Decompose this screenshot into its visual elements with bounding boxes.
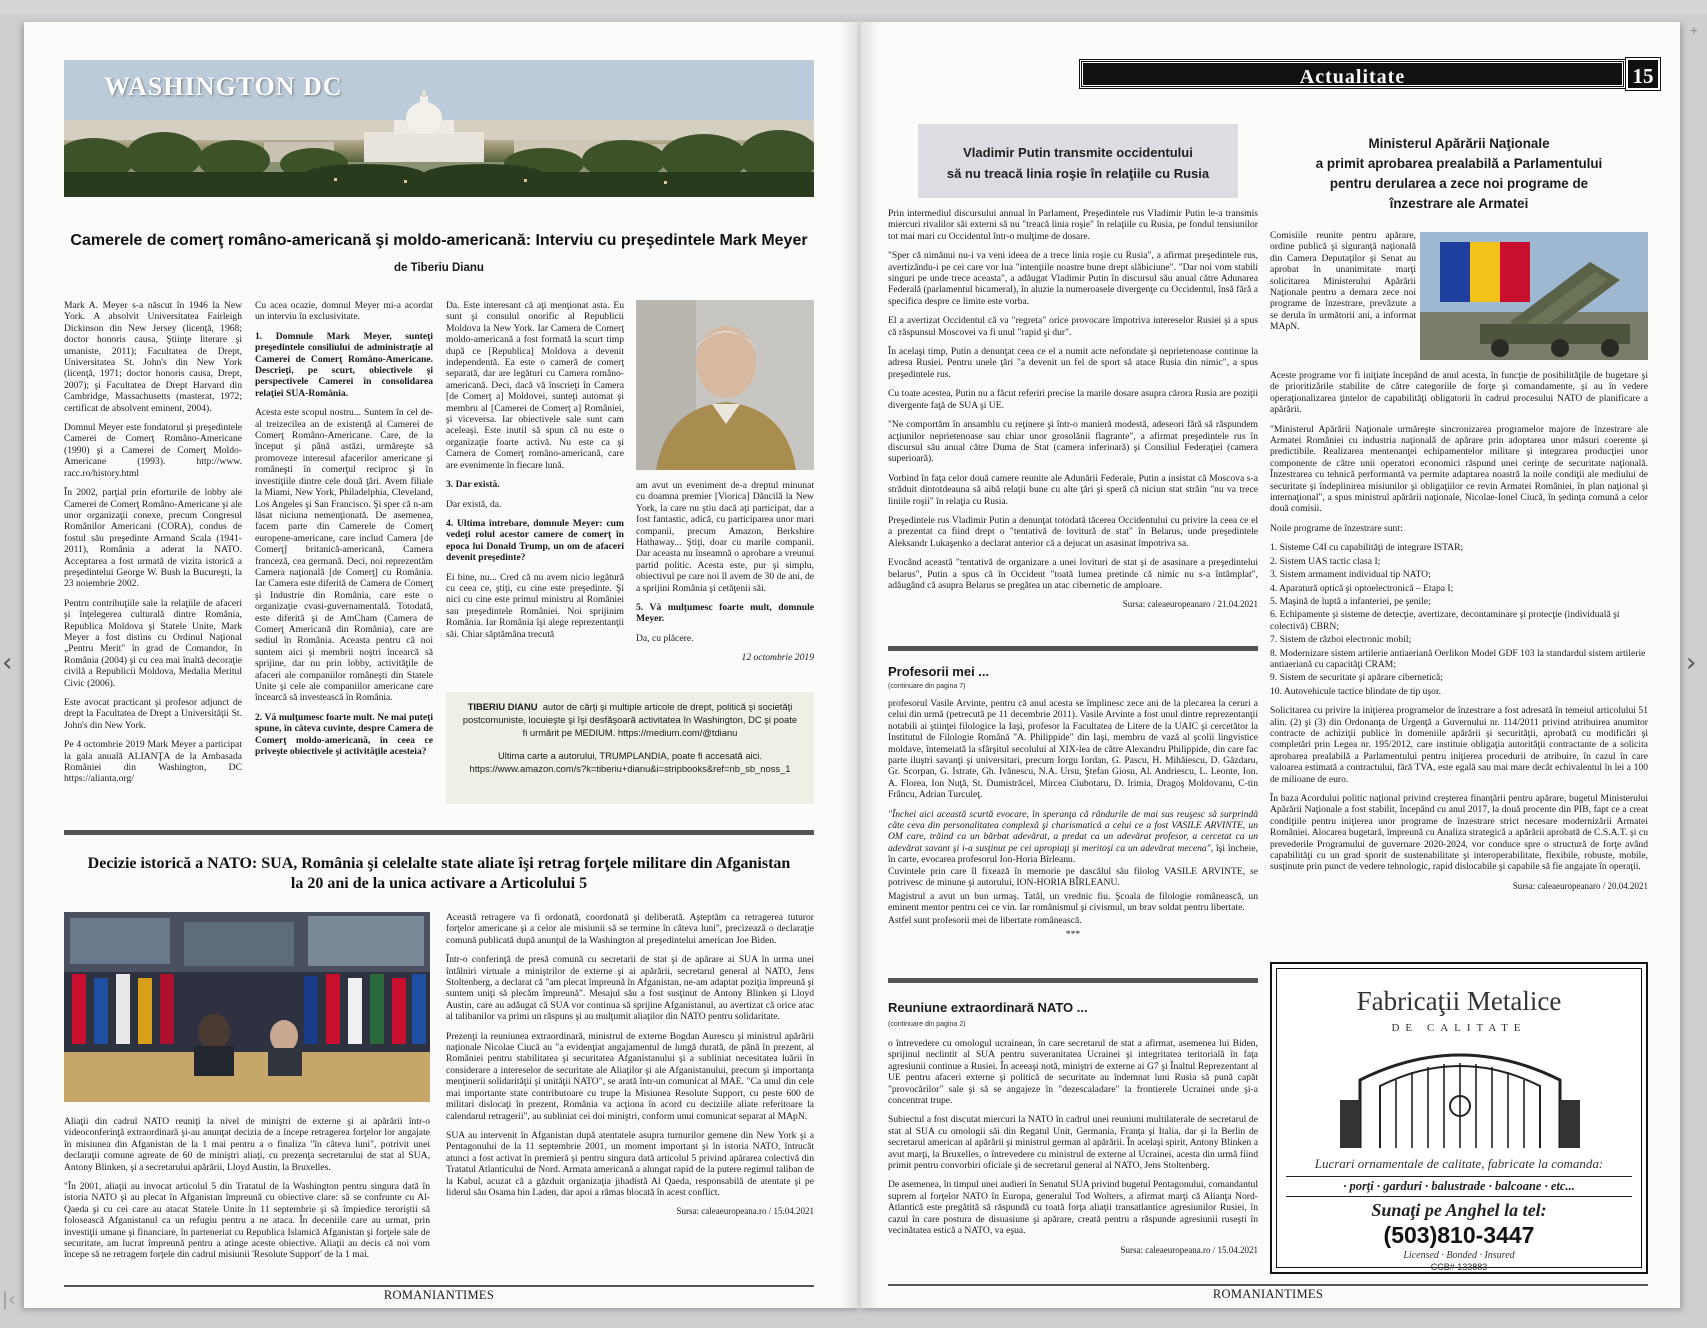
paragraph: În acelaşi timp, Putin a denunţat ceea ce el a numit acte nefondate şi neprietenoase continue la adresa Rusiei. Pentru unele ţări "a devenit un fel de sport să atace Rusia din nimic", a spus preşedintele rus. xyxy=(888,346,1258,380)
paragraph: Pe 4 octombrie 2019 Mark Meyer a participat la gala anuală ALIANŢA de la Ambasada României din Washington, DC https://alianta.org/ xyxy=(64,739,242,785)
ornamental-gate-icon xyxy=(1340,1040,1580,1148)
source-label: Sursa: xyxy=(1120,1244,1144,1255)
italic-quote: "Închei aici această scurtă evocare, în speranţa că rândurile de mai sus reuşesc să surprindă câte ceva din personalitatea complexă şi charismatică a celui ce a fost VASILE ARVINTE, un OM care, trăind ca un bărbat adevărat, a predat ca un adevărat profesor, a cercetat ca un adevărat savant şi i-a susţinut pe cei apropiaţi şi meritoşi ca un adevărat mecena", xyxy=(888,808,1258,854)
article1-byline: de Tiberiu Dianu xyxy=(394,262,484,274)
source-text: caleaeuropeana.ro / 15.04.2021 xyxy=(1145,1244,1258,1255)
article2-col1 xyxy=(64,1116,430,1269)
paragraph: o întrevedere cu omologul ucrainean, în care secretarul de stat a afirmat, asemenea lui Biden, sprijinul neclintit al SUA pentru suveranitatea Ucrainei şi integritatea teritorială în faţa agresiunii continue a Rusiei. În aceeaşi notă, miniştri de externe ai G7 şi Înaltul Reprezentant al UE pentru afaceri externe şi politică de securitate au îndemnat luni Rusia să pună capăt "provocărilor" sale şi să se angajeze în "dezescaladare" la frontierele Ucrainei unde şi-a concentrat trupe. xyxy=(888,1038,1258,1107)
question: 4. Ultima întrebare, domnule Meyer: cum vedeţi rolul acestor camere de comerţ în epoca lui Donald Trump, un om de afaceri devenit preşedinte? xyxy=(446,517,624,564)
putin-headline xyxy=(928,142,1228,184)
paragraph: "În 2001, aliaţii au invocat articolul 5 din Tratatul de la Washington pentru singura dată în istoria NATO şi au plecat în Afganistan împreună cu obiective clare: să se confrunte cu Al-Qaeda şi cu cei care au atacat Statele Unite în 11 septembrie şi să împiedice teroriştii să folosească Afganistanul ca un refugiu pentru a ne ataca. În deceniile care au urmat, prin investiţii umane şi financiare, în parteneriat cu Republica Islamică Afganistan şi forţele sale de securitate, am lucrat împreună pentru a atinge aceste obiective. Aliaţii au decis că noi vom începe să ne retragem forţele din cadrul misiunii 'Resolute Support' de la 1 mai. xyxy=(64,1181,430,1261)
portrait-icon xyxy=(636,300,814,470)
ad-phone[interactable]: (503)810-3447 xyxy=(1383,1222,1535,1248)
article1-col4 xyxy=(636,480,814,672)
paragraph: În baza Acordului politic naţional privind creşterea finanţării pentru apărare, bugetul Ministerului Apărării Naţionale a fost stabilit, începând cu anul 2017, la două procente din PIB, fapt ce a creat condiţiile pentru iniţierea unor programe de înzestrare strict necesare modernizării Armatei României. Alocarea bugetară, împreună cu Analiza strategică a apărării aprobată de C.S.A.T. şi cu prevederile Programului de guvernare 2020-2024, vor conduce spre o structură de forţe având capabilităţi cu un grad sporit de sustenabilitate şi interoperabilitate, flexibile, robuste, mobile, susţinute prin punct de vedere tehnologic, rapid dislocabile şi capabile să fie angajate în operaţii. xyxy=(1270,793,1648,873)
question: 5. Vă mulţumesc foarte mult, domnule Meyer. xyxy=(636,602,814,625)
source-text: caleaeuropeanaro / 21.04.2021 xyxy=(1147,599,1258,610)
next-page-arrow[interactable]: › xyxy=(1686,648,1697,678)
footer-rule xyxy=(888,1284,1648,1286)
paragraph: Astfel sunt profesorii mei de libertate românească. xyxy=(888,915,1082,927)
left-footer: ROMANIANTIMES xyxy=(383,1288,495,1302)
mapn-intro xyxy=(1270,230,1416,341)
paragraph: În 2002, parţial prin eforturile de lobby ale Camerei de Comerţ Româno-Americane şi ale unor organizaţii conexe, precum Congresul Românilor Americani (CORA), condus de fostul său preşedinte Armand Scala (1941-2011), România a aderat la NATO. Acceptarea a fost urmată de vizita istorică a preşedintelui George W. Bush la Bucureşti, la 23 noiembrie 2002. xyxy=(64,487,242,590)
add-icon[interactable]: + xyxy=(1689,24,1699,37)
paragraph: Această retragere va fi ordonată, coordonată şi deliberată. Aşteptăm ca retragerea tuturor forţelor americane şi a celor ale misiunii să se termine în câteva luni", precizează o declaraţie comună publicată după anunţul de la Washington al preşedintelui american Joe Biden. xyxy=(446,912,814,946)
paragraph: "Ne comportăm în ansamblu cu reţinere şi într-o manieră modestă, adeseori fără să răspundem acţiunilor neprietenoase sau chiar unor grosolănii flagrante", a afirmat preşedintele rus în discursul său anual către Duma de Stat (camera inferioară) şi Consiliul Federaţiei (camera superioară). xyxy=(888,419,1258,465)
nato-meeting-photo xyxy=(64,912,430,1102)
article1-col3 xyxy=(446,300,624,648)
paragraph: Aceste programe vor fi iniţiate începând de anul acesta, în funcţie de posibilităţile de bugetare şi de prioritizările stabilite de către categoriile de forţe şi comandamente, şi au în vedere operaţionalizarea ţintelor de capabilităţi obligatorii în cadrul procesului NATO de planificare a apărării. xyxy=(1270,370,1648,416)
putin-headline-box xyxy=(918,124,1238,198)
paragraph: Noile programe de înzestrare sunt: xyxy=(1270,522,1403,534)
paragraph: Subiectul a fost discutat miercuri la NATO în cadrul unei reuniuni multilaterale de secretarul de stat al SUA cu omologii săi din Regatul Unit, Germania, Franţa şi Italia, dar şi la Berlin de secretarul american al apărării şi ministrul german al apărării. În acelaşi spirit, Antony Blinken a avut marţi, la Bruxelles, o întrevedere cu ministrul de externe al Ucrainei, acesta din urmă fiind primit pentru convorbiri oficiale şi de secretarul general al NATO, Jens Stoltenberg. xyxy=(888,1114,1258,1172)
article2-headline xyxy=(64,854,814,894)
answer: Ei bine, nu... Cred că nu avem nicio legătură cu ceea ce, ştiţi, cu cine este preşedinte. Şi nici cu cine este primul ministru al României sau preşedintele României. Noi sprijinim România. Iar România îşi alege reprezentanţii săi. Chiar săptămâna trecută xyxy=(446,571,624,640)
list-item: 10. Autovehicule tactice blindate de tip uşor. xyxy=(1270,685,1442,697)
list-item: 2. Sistem UAS tactic clasa I; xyxy=(1270,555,1381,567)
nato-meeting-icon xyxy=(64,912,430,1102)
bio-text-block xyxy=(460,700,800,739)
list-item: 1. Sisteme C4I cu capabilităţi de integrare ISTAR; xyxy=(1270,542,1464,554)
paragraph: SUA au intervenit în Afganistan după atentatele asupra turnurilor gemene din New York şi a Pentagonului de la 11 septembrie 2001, un moment important şi în istoria NATO, întrucât atunci a fost activat în premieră şi pentru singura dată articolul 5 privind apărarea colectivă din Tratatul Atlanticului de Nord. Armata americană a alungat rapid de la putere regimul taliban de la Kabul, acuzat că a găzduit organizaţia jihadistă Al Qaeda, responsabilă de atentate şi pe liderul său Osama bin Laden, dar apoi a rămas blocată în acest conflict. xyxy=(446,1129,814,1198)
article1-headline: Camerele de comerţ româno-americană şi moldo-americană: Interviu cu preşedintele Mark Meyer xyxy=(70,232,808,249)
list-item: 7. Sistem de război electronic mobil; xyxy=(1270,634,1412,646)
article-date: 12 octombrie 2019 xyxy=(741,652,814,664)
answer: Dar există, da. xyxy=(446,498,502,510)
author-bio-box xyxy=(446,692,814,804)
paragraph: Prin intermediul discursului annual în Parlament, Preşedintele rus Vladimir Putin le-a transmis miercuri rivalilor săi externi să nu "treacă linia roşie" în relaţiile cu Rusia, pe fondul tensiunilor tot mai mari cu Occidentul într-o mulţime de dosare. xyxy=(888,208,1258,242)
reuniune-article xyxy=(888,1000,1258,1255)
source-line xyxy=(1270,881,1648,891)
section-header-bar xyxy=(1080,60,1625,88)
paragraph: Aliaţii din cadrul NATO reuniţi la nivel de miniştri de externe şi ai apărării într-o videoconferinţă extraordinară şi-au anunţat decizia de a începe retragerea forţelor lor angajate în misiunea din Afganistan de la 1 mai pentru a o finaliza "în câteva luni", potrivit unei declaraţii comune agreate de 60 de miniştri aliaţi, cu prezenţa secretarului de stat al SUA, Antony Blinken, şi a secretarului apărării, Lloyd Austin, la Bruxelles. xyxy=(64,1116,430,1173)
mapn-body xyxy=(1270,370,1648,891)
source-label: Sursa: xyxy=(676,1206,700,1217)
paragraph: De asemenea, în timpul unei audieri în Senatul SUA privind bugetul Pentagonului, comandantul suprem al forţelor NATO în Europa, generalul Tod Wolters, a afirmat marţi că Alianţa Nord-Atlantică este pregătită să răspundă cu toată forţa aliaţii transatlantice agresiunilor Rusiei, în cazul în care postura de disuasiune şi apărare, creată pentru a răspunde agresiunii ruseşti în vecinătatea estică a NATO, va eşua. xyxy=(888,1179,1258,1237)
paragraph: "Sper că nimănui nu-i va veni ideea de a trece linia roşie cu Rusia", a afirmat preşedintele rus, avertizându-i pe cei care vor lua "intenţiile noastre bune drept slăbiciune". "Dar noi vom stabili singuri pe unde trece aceasta", a adăugat Vladimir Putin în discursul său anual către Adunarea Federală (parlamentul bicameral), în aluzie la numeroasele divergenţe cu Occidentul, însă fără a specifica despre ce limite este vorba. xyxy=(888,250,1258,307)
source-label: Sursa: xyxy=(1122,599,1146,610)
paragraph: Pentru contribuţiile sale la relaţiile de afaceri şi înţelegerea culturală dintre România, Republica Moldova şi Statele Unite, Mark Meyer a fost distins cu Ordinul Naţional „Pentru Merit" în grad de Comandor, în România (2004) şi cu cea mai înaltă decoraţie civilă a Republicii Moldova, Medalia Meritul Civic (2006). xyxy=(64,597,242,689)
ad-tagline: Lucrari ornamentale de calitate, fabricate la comanda: xyxy=(1314,1156,1604,1171)
paragraph: Cu acea ocazie, domnul Meyer mi-a acordat un interviu în exclusivitate. xyxy=(255,300,433,323)
paragraph: Este avocat practicant şi profesor adjunct de drept la Facultatea de Drept a Universităţii St. John's din New York. xyxy=(64,697,242,731)
paragraph: Solicitarea cu privire la iniţierea programelor de înzestrare a fost adresată în temeiul articolului 51 alin. (2) şi (3) din Ordonanţa de Urgenţă a Guvernului nr. 114/2011 privind atribuirea anumitor contracte de achiziţii publice în domeniile apărării şi securităţii, aprobată cu modificări şi completări prin Legea nr. 195/2012, care instituie obligaţia autorităţii contractante de a solicita aprobarea prealabilă a Parlamentului pentru iniţierea procedurii de atribuire, în cazul în care valoarea estimată a contractului, fără TVA, este egală sau mai mare decât echivalentul în lei a 100 de milioane de euro. xyxy=(1270,705,1648,785)
footer-rule xyxy=(64,1285,814,1287)
article1-col1 xyxy=(64,300,242,793)
metal-works-advertisement xyxy=(1270,962,1648,1274)
list-item: 8. Modernizare sistem artilerie antiaeriană Oerlikon Model GDF 103 la standardul sistem artilerie antiaeriană cu capacităţi CRAM; xyxy=(1270,647,1646,670)
ad-items: · porţi · garduri · balustrade · balcoane · etc... xyxy=(1286,1176,1632,1197)
section-divider xyxy=(888,978,1258,983)
paragraph: Cuvintele prin care îl fixează în memorie pe dascălul său filolog VASILE ARVINTE, se potrivesc de minune şi autorului, ION-HORIA BÎRLEANU. xyxy=(888,865,1258,889)
ad-ccb: CCB# 133883 xyxy=(1430,1262,1488,1272)
bio-text[interactable]: autor de cărţi şi multiple articole de drept, politică şi societăţi postcomuniste, locuieşte şi îşi desfăşoară activitatea în Washington, DC şi poate fi urmărit pe MEDIUM. https://medium.com/@tdianu xyxy=(462,701,798,738)
right-footer: ROMANIANTIMES xyxy=(1212,1287,1324,1301)
ad-subtitle: DE CALITATE xyxy=(1391,1022,1527,1034)
list-item: 3. Sistem armament individual tip NATO; xyxy=(1270,569,1431,581)
putin-article xyxy=(888,208,1258,609)
page-number: 15 xyxy=(1626,58,1660,90)
section-divider xyxy=(888,646,1258,651)
list-item: 9. Sistem de securitate şi apărare cibernetică; xyxy=(1270,672,1443,684)
question: 1. Domnule Mark Meyer, sunteţi preşedintele consiliului de administraţie al Camerei de Comerţ Româno-Americane. Descrieţi, pe scurt, obiectivele şi perspectivele Camerei în consolidarea relaţiei SUA-România. xyxy=(255,330,433,399)
ad-title: Fabricaţii Metalice xyxy=(1356,986,1562,1016)
ad-licensed: Licensed · Bonded · Insured xyxy=(1403,1250,1515,1261)
paragraph: Magistrul a avut un bun urmaş. Tatăl, un vrednic fiu. Şcoala de filologie românească, un eminent mentor pentru cei ce vin. Iar românismul şi civismul, un brav soldat pentru libertate. xyxy=(888,890,1258,913)
paragraph: "Ministerul Apărării Naţionale urmăreşte sincronizarea programelor majore de înzestrare ale Armatei României cu industria naţională de apărare prin adoptarea unor măsuri coerente şi predictibile. Realizarea mentenanţei echipamentelor militare şi integrarea producţiei unor componente de către unii operatori economici răspund unei cerinţe de securitate naţională. Înzestrarea cu tehnică performantă va permite adaptarea noastră la noile condiţii ale mediului de securitate şi îndeplinirea misiunilor şi obligaţiilor ce revin Armatei României, în plan naţional şi internaţional", a spus ministrul apărării naţionale, Nicolae-Ionel Ciucă, în şedinţa comună a celor două comisii. xyxy=(1270,423,1648,515)
source-text: caleaeuropeana.ro / 15.04.2021 xyxy=(701,1206,814,1217)
paragraph: Vorbind în faţa celor două camere reunite ale Adunării Federale, Putin a insistat că Moscova s-a străduit dintotdeauna să aibă relaţii bune cu alte ţări şi speră că niciun stat străin "nu va trece liniile roşii" în relaţia cu Rusia. xyxy=(888,472,1258,507)
section-divider xyxy=(64,830,814,835)
putin-headline-line1: Vladimir Putin transmite occidentului xyxy=(963,145,1193,160)
paragraph: Preşedintele rus Vladimir Putin a denunţat totodată tăcerea Occidentului cu privire la ceea ce el a prezentat ca fiind drept o "tentativă de lovitură de stat" în Belarus, unde preşedintele Aleksandr Lukaşenko a declarat anterior că a dejucat un asasinat împotriva sa. xyxy=(888,514,1258,549)
paragraph: Mark A. Meyer s-a născut în 1946 la New York. A absolvit Universitatea Fairleigh Dickinson din New Jersey (licenţă, 1968; doctor honoris causa, Ştiinţe literare şi umaniste, 2011); Facultatea de Drept, Universitatea St. John's din New York (licenţă, 1971; doctor honoris causa, Drept, 2007); şi Facultatea de Drept Harvard din Cambridge, Massachusetts (masterat, 1972; certificat de absolvent eminent, 2004). xyxy=(64,300,242,414)
bio-name: TIBERIU DIANU xyxy=(467,701,538,712)
paragraph: profesorul Vasile Arvinte, pentru că anul acesta se împlinesc zece ani de la plecarea la ceruri a celui din urmă (petrecută pe 11 decembrie 2011). Vasile Arvinte a fost unul dintre reprezentanţii notabili ai ştiinţei filologice la Iaşi, profesor la Facultatea de Litere de la UAIC şi cercetător la Institutul de Filologie Română "A. Philippide" din Iaşi, membru de vază al şcolii lingvistice moldave, întemeiată la sfârşitul secolului al XIX-lea de către Alexandru Philippide, din care fac parte iluştri savanţi şi universitari, precum Iorgu Iordan, G. Pascu, H. Mihăiescu, D. Găzdaru, Gr. Scorpan, G. Istrate, Gh. Ivănescu, N.A. Ursu, Ştefan Giosu, Al. Andriescu, L. Leonte, Ion. A. Florea, Ion Nuţă, St. Dumistrăcel, Mircea Ciubotaru, D. Irimia, Dragoş Moldovanu, C-tin Frâncu, Adrian Turculeţ. xyxy=(888,698,1258,801)
paragraph: Domnul Meyer este fondatorul şi preşedintele Camerei de Comerţ Româno-Americane (1990) şi a Camerei de Comerţ Moldo-Americane (1993). http://www. racc.ro/history.html xyxy=(64,422,242,479)
continuation-note: (continuare din pagina 7) xyxy=(888,683,966,690)
right-page xyxy=(860,22,1680,1308)
programs-list xyxy=(1270,542,1648,697)
mark-meyer-photo xyxy=(636,300,814,470)
first-page-icon[interactable]: |‹ xyxy=(2,1289,16,1310)
paragraph: El a avertizat Occidentul că va "regreta" orice provocare împotriva intereselor Rusiei şi a spus că răspunsul Moscovei va fi unul "rapid şi dur". xyxy=(888,315,1258,338)
paragraph: Comisiile reunite pentru apărare, ordine publică şi siguranţă naţională din Camera Deputaţilor şi Senat au aprobat în unanimitate marţi solicitarea Ministerului Apărării Naţionale pentru a demara zece noi programe de înzestrare, prevăzute a se derula în următorii ani, a informat MApN. xyxy=(1270,230,1416,333)
stars-separator: *** xyxy=(1065,928,1081,940)
section-title: Actualitate xyxy=(1299,66,1406,88)
viewer-toolbar xyxy=(0,0,1707,14)
mapn-headline-line2: a primit aprobarea prealabilă a Parlamentului xyxy=(1315,156,1603,171)
putin-headline-line2: să nu treacă linia roşie în relaţiile cu Rusia xyxy=(946,166,1210,181)
list-item: 6. Echipamente şi sisteme de detecţie, avertizare, decontaminare şi protecţie (individuală şi colectivă) CBRN; xyxy=(1270,609,1620,632)
source-line xyxy=(446,1206,814,1216)
list-item: 5. Maşină de luptă a infanteriei, pe şenile; xyxy=(1270,595,1431,607)
paragraph: Evocând această "tentativă de organizare a unei lovituri de stat şi de asasinare a preşedintelui belarus", Putin a spus că în Occident "toată lumea pretinde că nimic nu s-a întâmplat", adăugând că asupra Belarus se pregătea un atac cibernetic de amploare. xyxy=(888,557,1258,591)
answer: am avut un eveniment de-a dreptul minunat cu doamna premier [Viorica] Dăncilă la New York, la care nu ştiu dacă aţi participat, dar a fost fantastic, adică, cu participarea unor mari companii, precum Amazon, Berkshire Hathaway... Ştiţi, doar cu marile companii. Dar aceasta nu înseamnă o aprobare a vreunui partid politic. Acesta este, pur şi simplu, obiectivul pe care noi îl avem de 30 de ani, de a sprijini România şi cetăţenii săi. xyxy=(636,480,814,594)
article1-col2 xyxy=(255,300,433,765)
mapn-headline-line4: înzestrare ale Armatei xyxy=(1389,196,1529,211)
paragraph: Cu toate acestea, Putin nu a făcut referiri precise la marile dosare asupra cărora Rusia are poziţii divergente faţă de SUA şi UE. xyxy=(888,388,1258,411)
answer: Acesta este scopul nostru... Suntem în cel de-al treizecilea an de existenţă al Camerei de Comerţ Româno-Americane. Care, de la început şi până astăzi, urmăreşte să promoveze interesul afacerilor americane şi româneşti în comerţul reciproc şi în investiţiile dintre cele două ţări. Avem filiale la Miami, New York, Philadelphia, Cleveland, Los Angeles şi San Francisco. Şi sper că n-am lăsat niciuna nemenţionată. De asemenea, facem parte din Camerele de Comerţ europene-americane, care includ Camera [de Comerţ] britanică-americană, Camera franceză, cea germană. Deci, noi reprezentăm Camera naţională [de Comerţ] cu România. Iar Camera este diferită de Camera de Comerţ şi Industrie din România, care este o organizaţie cvasi-guvernamentală. Totodată, este diferită şi de AmCham (Camera de Comerţ Americană din România), care are sediul în România. Aceasta pentru că noi suntem aici şi membrii noştri încearcă să sprijine, dar nu prin lobby, activităţile de afaceri ale companiilor româneşti din Statele Unite şi cele ale companiilor americane care încearcă să investească în România. xyxy=(255,407,433,704)
ad-call: Sunaţi pe Anghel la tel: xyxy=(1371,1200,1547,1220)
profesorii-article xyxy=(888,664,1258,940)
reuniune-title: Reuniune extraordinară NATO ... xyxy=(888,1000,1088,1015)
mapn-headline-line3: pentru derularea a zece noi programe de xyxy=(1329,176,1589,191)
left-page xyxy=(24,22,860,1308)
source-line xyxy=(888,599,1258,609)
prev-page-arrow[interactable]: ‹ xyxy=(2,648,13,678)
washington-banner xyxy=(64,60,814,197)
question: 3. Dar există. xyxy=(446,479,500,491)
profesorii-title: Profesorii mei ... xyxy=(888,664,990,679)
source-line xyxy=(888,1245,1258,1255)
paragraph: Prezenţi la reuniunea extraordinară, ministrul de externe Bogdan Aurescu şi ministrul apărării naţionale Nicolae Ciucă au "a evidenţiat angajamentul de lungă durată, de până în prezent, al României pentru stabilitatea şi securitatea Afganistanului şi a subliniat necesitatea luării în considerare a intereselor de securitate ale Aliaţilor şi ale Afganistanului, precum şi importanţa menţinerii solidarităţii şi unităţii NATO", se arată într-un comunicat al MAE. "Ca unul din cele mai importante state contributoare cu trupe la Misiunea Resolute Support, cu peste 600 de militari dislocaţi în prezent, România va acţiona în acord cu deciziile aliate referitoare la calendarul retragerii", au subliniat cei doi miniştri, conform unui comunicat separat al MApN. xyxy=(446,1030,814,1122)
banner-title: WASHINGTON DC xyxy=(104,72,343,101)
question: 2. Vă mulţumesc foarte mult. Ne mai puteţi spune, în câteva cuvinte, despre Camera de Comerţ moldo-americană, în ceea ce priveşte obiectivele şi activităţile acesteia? xyxy=(255,711,433,758)
paragraph: Într-o conferinţă de presă comună cu secretarii de stat şi de apărare ai SUA în urma unei întâlniri virtuale a miniştrilor de externe şi ai apărării, secretarul general al NATO, Jens Stoltenberg, a declarat că "am plecat împreună în Afganistan, ne-am adaptat poziţia împreună şi suntem uniţi să plecăm împreună". Mesajul său a fost susţinut de Antony Blinken şi Lloyd Austin, care au adăugat că SUA vor continua să sprijine Afganistanul, au avertizat că orice atac al talibanilor va primi un răspuns şi au mulţumit aliaţilor din NATO pentru solidaritate. xyxy=(446,954,814,1023)
article2-col2 xyxy=(446,912,814,1216)
answer: Da. Este interesant că aţi menţionat asta. Eu sunt şi consulul onorific al Republicii Moldova la New York. Iar Camera de Comerţ moldo-americană a fost formată la scurt timp după ce [Republica] Moldova a devenit independentă. Ea este o cameră de comerţ separată, dar are legături cu Camera româno-americană. Deci, dacă vă înscrieţi în Camera [de Comerţ a] Moldovei, sunteţi automat şi membru al [Camerei de Comerţ a] României, şi viceversa. Iar obiectivele sale sunt cam aceleaşi. Este inutil să spun că nu este o organizaţie foarte activă. Nu este ca şi Camera de Comerţ româno-americană, care are evenimente în fiecare lună. xyxy=(446,300,624,471)
mapn-headline xyxy=(1270,134,1648,214)
patriot-system-photo xyxy=(1420,232,1648,360)
continuation-note: (continuare din pagina 2) xyxy=(888,1021,966,1028)
answer: Da, cu plăcere. xyxy=(636,632,694,644)
article2-headline-line2: la 20 ani de la unica activare a Articolului 5 xyxy=(290,875,588,892)
mapn-headline-line1: Ministerul Apărării Naţionale xyxy=(1368,136,1550,151)
source-text: caleaeuropeanaro / 20.04.2021 xyxy=(1537,880,1648,891)
quote-tail: îşi încheie, în carte, evocarea profesorul Ion-Horia Bîrleanu. xyxy=(888,842,1259,866)
article2-headline-line1: Decizie istorică a NATO: SUA, România şi celelalte state aliate îşi retrag forţele militare din Afganistan xyxy=(87,855,791,872)
quote-block xyxy=(888,809,1258,866)
source-label: Sursa: xyxy=(1512,880,1536,891)
missile-launcher-icon xyxy=(1420,232,1648,360)
bio-book[interactable]: Ultima carte a autorului, TRUMPLANDIA, poate fi accesată aici. https://www.amazon.com/s?k=tiberiu+dianu&i=stripbooks&ref=nb_sb_noss_1 xyxy=(469,750,791,774)
list-item: 4. Aparatură optică şi optoelectronică – Etapa I; xyxy=(1270,582,1454,594)
